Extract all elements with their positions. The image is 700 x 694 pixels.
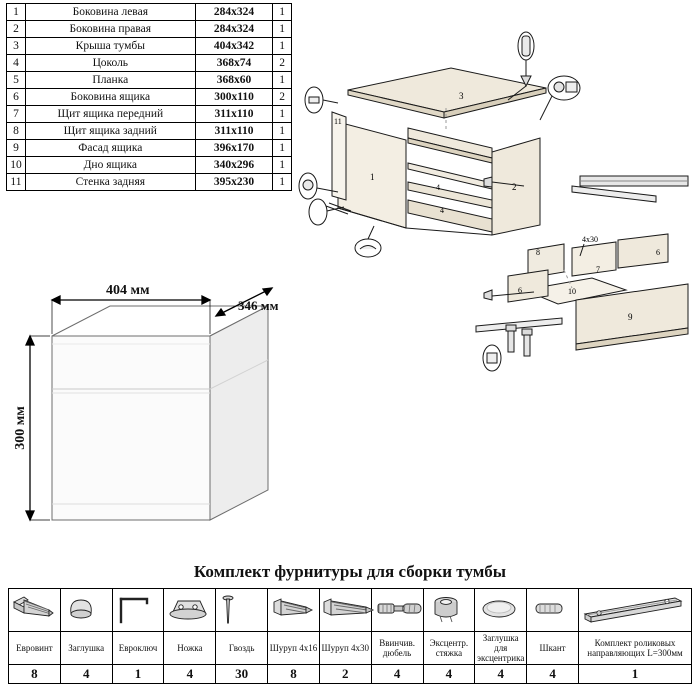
part-number: 1: [7, 4, 26, 21]
cam-cap-icon: [475, 589, 527, 632]
dowel-icon: [527, 589, 579, 632]
part-number: 10: [7, 157, 26, 174]
part-name: Щит ящика передний: [25, 106, 195, 123]
hardware-kit-title: Комплект фурнитуры для сборки тумбы: [193, 562, 507, 581]
dimension-drawing: [10, 276, 310, 546]
part-size: 311х110: [195, 106, 273, 123]
foot-icon: [164, 589, 216, 632]
hardware-qty: 1: [112, 665, 164, 684]
hardware-name: Заглушка: [60, 632, 112, 665]
callout-3: 3: [459, 91, 464, 101]
table-row: [7, 123, 292, 140]
exploded-assembly-diagram: [296, 0, 700, 378]
hardware-qty: 8: [9, 665, 61, 684]
hardware-name: Шкант: [527, 632, 579, 665]
table-row: [7, 21, 292, 38]
hardware-name: Евровинт: [9, 632, 61, 665]
hardware-name: Шуруп 4х30: [319, 632, 371, 665]
part-number: 4: [7, 55, 26, 72]
table-row: [7, 55, 292, 72]
part-number: 9: [7, 140, 26, 157]
hardware-name-row: [9, 632, 692, 665]
table-row: [7, 157, 292, 174]
hardware-qty: 4: [423, 665, 475, 684]
callout-6-right: 6: [656, 248, 660, 257]
hardware-qty: 1: [579, 665, 692, 684]
part-size: 368х74: [195, 55, 273, 72]
part-name: Стенка задняя: [25, 174, 195, 191]
height-dimension: [26, 336, 50, 520]
part-size: 284х324: [195, 4, 273, 21]
callout-4-lower: 4: [440, 206, 444, 215]
part-qty: 1: [273, 174, 292, 191]
callout-10: 10: [568, 287, 576, 296]
part-qty: 1: [273, 106, 292, 123]
roller-slides-icon: [579, 589, 692, 632]
hardware-qty: 4: [371, 665, 423, 684]
hardware-name: Гвоздь: [216, 632, 268, 665]
table-row: [7, 140, 292, 157]
callout-4-upper: 4: [436, 183, 440, 192]
part-name: Боковина левая: [25, 4, 195, 21]
part-number: 2: [7, 21, 26, 38]
cabinet-dimension-svg: [10, 276, 310, 546]
hardware-qty: 4: [527, 665, 579, 684]
width-label: 404 мм: [106, 283, 150, 298]
hardware-icon-row: [9, 589, 692, 632]
callout-2: 2: [512, 182, 517, 192]
euro-key-icon: [112, 589, 164, 632]
part-name: Боковина правая: [25, 21, 195, 38]
hardware-qty: 4: [164, 665, 216, 684]
drawer-screw-label: 4х30: [582, 235, 598, 244]
table-row: [7, 106, 292, 123]
euro-screw-icon: [9, 589, 61, 632]
part-number: 8: [7, 123, 26, 140]
parts-table: [6, 3, 292, 191]
part-qty: 1: [273, 38, 292, 55]
hardware-qty: 8: [268, 665, 320, 684]
part-name: Боковина ящика: [25, 89, 195, 106]
callout-8: 8: [536, 248, 540, 257]
callout-6-left: 6: [518, 286, 522, 295]
part-name: Щит ящика задний: [25, 123, 195, 140]
part-name: Крыша тумбы: [25, 38, 195, 55]
table-row: [7, 4, 292, 21]
table-row: [7, 72, 292, 89]
hardware-name: Ввинчив. дюбель: [371, 632, 423, 665]
hardware-name: Комплект роликовых направляющих L=300мм: [579, 632, 692, 665]
part-size: 368х60: [195, 72, 273, 89]
part-qty: 1: [273, 21, 292, 38]
part-number: 7: [7, 106, 26, 123]
part-number: 3: [7, 38, 26, 55]
part-name: Фасад ящика: [25, 140, 195, 157]
hardware-qty: 4: [475, 665, 527, 684]
hardware-name: Ножка: [164, 632, 216, 665]
hardware-table: [8, 588, 692, 684]
callout-11: 11: [334, 117, 342, 126]
callout-1: 1: [370, 172, 375, 182]
part-name: Дно ящика: [25, 157, 195, 174]
cap-icon: [60, 589, 112, 632]
part-name: Планка: [25, 72, 195, 89]
part-qty: 2: [273, 55, 292, 72]
screw-4x30-icon: [319, 589, 371, 632]
hardware-name: Шуруп 4х16: [268, 632, 320, 665]
part-size: 300х110: [195, 89, 273, 106]
part-size: 284х324: [195, 21, 273, 38]
table-row: [7, 89, 292, 106]
part-qty: 1: [273, 140, 292, 157]
part-size: 311х110: [195, 123, 273, 140]
part-size: 396х170: [195, 140, 273, 157]
part-number: 11: [7, 174, 26, 191]
hardware-qty: 30: [216, 665, 268, 684]
hardware-qty: 4: [60, 665, 112, 684]
cam-lock-icon: [423, 589, 475, 632]
part-qty: 2: [273, 89, 292, 106]
parts-table-body: [7, 4, 292, 191]
callout-7: 7: [596, 265, 600, 274]
part-qty: 1: [273, 123, 292, 140]
table-row: [7, 174, 292, 191]
part-qty: 1: [273, 157, 292, 174]
part-number: 6: [7, 89, 26, 106]
hardware-name: Эксцентр. стяжка: [423, 632, 475, 665]
exploded-diagram-svg: [296, 0, 700, 378]
part-size: 395х230: [195, 174, 273, 191]
part-qty: 1: [273, 4, 292, 21]
nail-icon: [216, 589, 268, 632]
part-size: 340х296: [195, 157, 273, 174]
callout-9: 9: [628, 312, 633, 322]
part-size: 404х342: [195, 38, 273, 55]
depth-label: 346 мм: [238, 298, 279, 313]
part-number: 5: [7, 72, 26, 89]
hardware-qty: 2: [319, 665, 371, 684]
part-name: Цоколь: [25, 55, 195, 72]
part-qty: 1: [273, 72, 292, 89]
screw-4x16-icon: [268, 589, 320, 632]
height-label: 300 мм: [13, 406, 28, 450]
hardware-name: Евроключ: [112, 632, 164, 665]
screw-in-dowel-icon: [371, 589, 423, 632]
hardware-qty-row: [9, 665, 692, 684]
hardware-name: Заглушка для эксцентрика: [475, 632, 527, 665]
table-row: [7, 38, 292, 55]
